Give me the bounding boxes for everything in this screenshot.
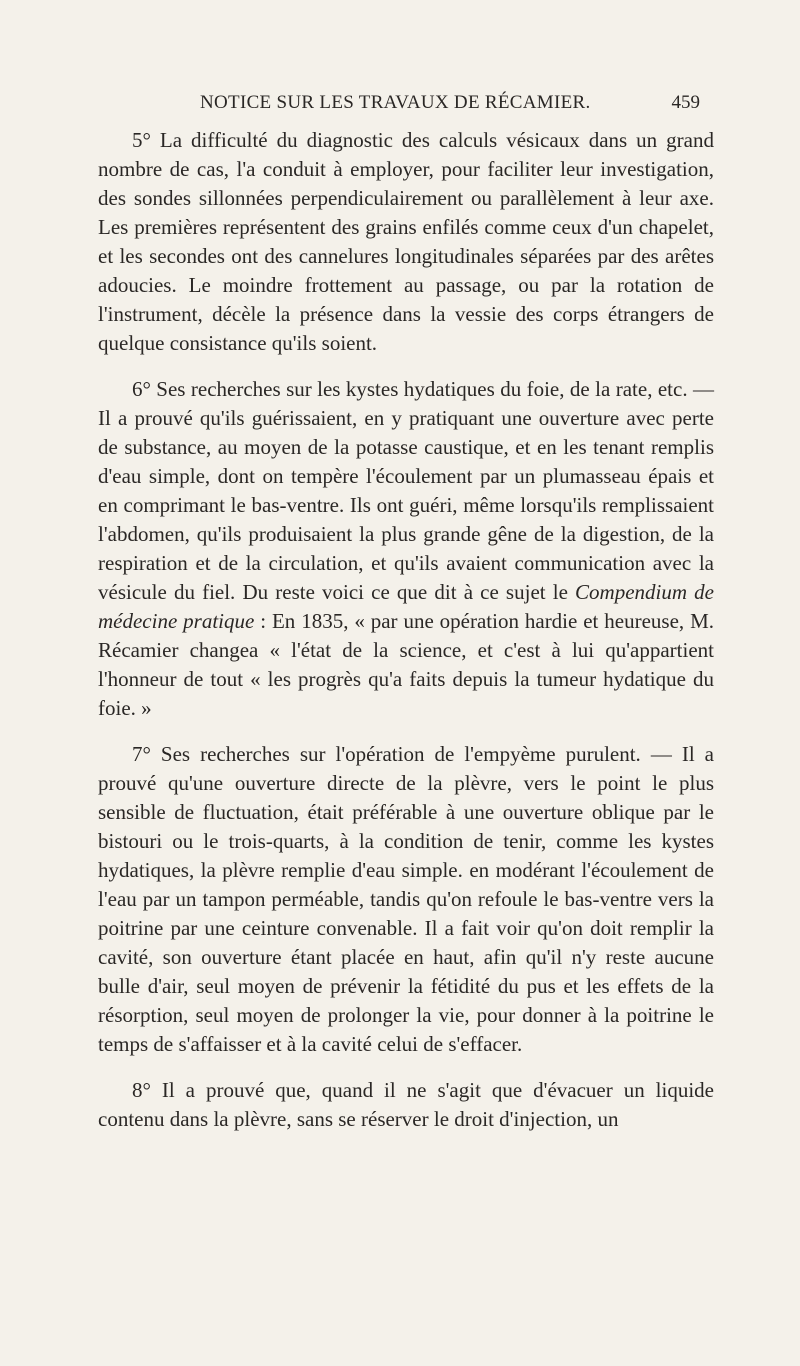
- running-title: NOTICE SUR LES TRAVAUX DE RÉCAMIER.: [200, 92, 591, 113]
- paragraph-6-text-after: : En 1835, « par une opération hardie et heureuse, M. Récamier changea « l'état de la science, et c'est à lui qu'appartient l'honneur de tout « les progrès qu'a faits depuis la tumeur hydatique du foie. »: [98, 609, 714, 720]
- paragraph-7: 7° Ses recherches sur l'opération de l'empyème purulent. — Il a prouvé qu'une ouverture directe de la plèvre, vers le point le plus sensible de fluctuation, était préférable à une ouverture oblique par le bistouri ou le trois-quarts, à la condition de tenir, comme les kystes hydatiques, la plèvre remplie d'eau simple. en modérant l'écoulement de l'eau par un tampon perméable, tandis qu'on refoule le bas-ventre vers la poitrine par une ceinture convenable. Il a fait voir qu'on doit remplir la cavité, son ouverture étant placée en haut, afin qu'il n'y reste aucune bulle d'air, seul moyen de prévenir la fétidité du pus et les effets de la résorption, seul moyen de prolonger la vie, pour donner à la poitrine le temps de s'affaisser et à la cavité celui de s'effacer.: [98, 742, 714, 1056]
- paragraph-6-text-before: 6° Ses recherches sur les kystes hydatiques du foie, de la rate, etc. — Il a prouvé qu'ils guérissaient, en y pratiquant une ouverture avec perte de substance, au moyen de la potasse caustique, et en les tenant remplis d'eau simple, dont on tempère l'écoulement par un plumasseau épais et en comprimant le bas-ventre. Ils ont guéri, même lorsqu'ils remplissaient l'abdomen, qu'ils produisaient la plus grande gêne de la digestion, de la respiration et de la circulation, et qu'ils avaient communication avec la vésicule du fiel. Du reste voici ce que dit à ce sujet le: [98, 377, 714, 604]
- running-head: [200, 92, 700, 122]
- paragraph-8: 8° Il a prouvé que, quand il ne s'agit que d'évacuer un liquide contenu dans la plèvre, sans se réserver le droit d'injection, un: [98, 1078, 714, 1131]
- page-number: 459: [671, 92, 700, 113]
- body-text: [98, 126, 714, 1134]
- paragraph-6: [98, 375, 714, 723]
- compendium-title: Compendium de médecine pratique: [98, 580, 714, 633]
- paragraph-5: 5° La difficulté du diagnostic des calculs vésicaux dans un grand nombre de cas, l'a conduit à employer, pour faciliter leur investigation, des sondes sillonnées perpendiculairement ou parallèlement à leur axe. Les premières représentent des grains enfilés comme ceux d'un chapelet, et les secondes ont des cannelures longitudinales séparées par des arêtes adoucies. Le moindre frottement au passage, ou par la rotation de l'instrument, décèle la présence dans la vessie des corps étrangers de quelque consistance qu'ils soient.: [98, 128, 714, 355]
